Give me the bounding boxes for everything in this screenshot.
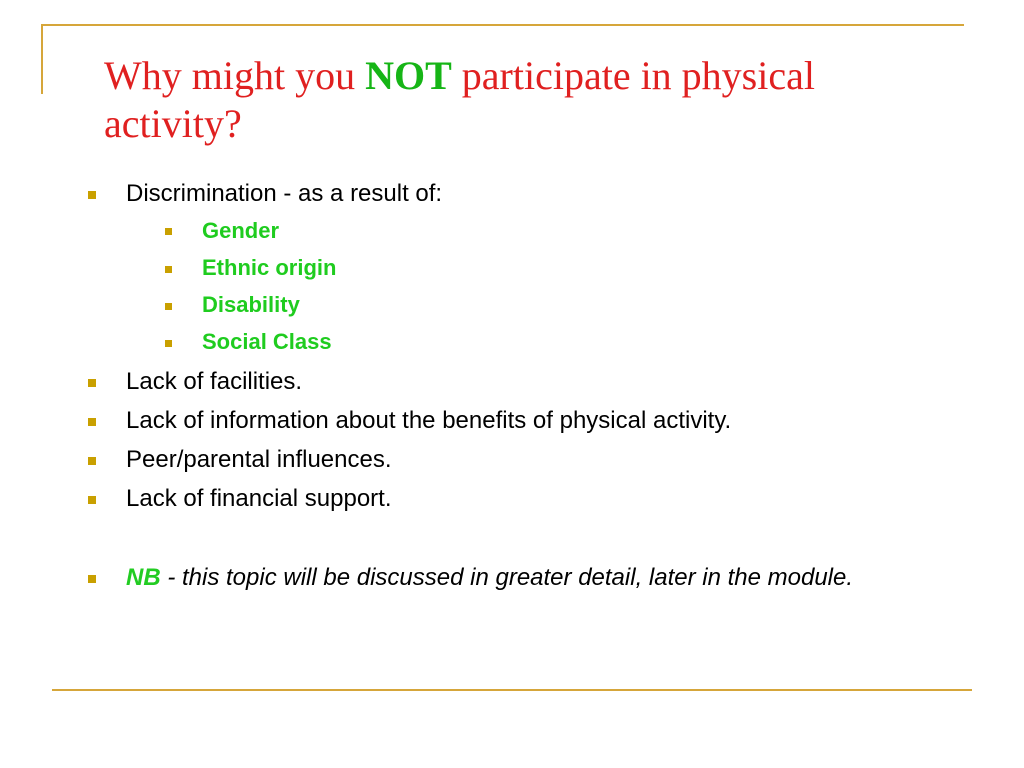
bullet-text: Lack of financial support.: [126, 485, 392, 512]
bullet-marker-icon: [88, 575, 96, 583]
bullet-marker-icon: [88, 496, 96, 504]
sub-bullet-text: Ethnic origin: [202, 255, 337, 280]
bullet-marker-icon: [165, 340, 172, 347]
sub-bullet-text: Gender: [202, 218, 280, 243]
bullet-text: Lack of facilities.: [126, 368, 303, 395]
title-part-2: participate in physical activity?: [104, 53, 815, 146]
bullet-marker-icon: [88, 191, 96, 199]
sub-bullet-text: Social Class: [202, 329, 332, 354]
bullet-marker-icon: [165, 228, 172, 235]
bullet-text: Peer/parental influences.: [126, 446, 392, 473]
title-emphasis: NOT: [365, 53, 452, 98]
title-part-1: Why might you: [104, 53, 366, 98]
note-label: NB: [126, 564, 161, 591]
bullet-text: Lack of information about the benefits of physical activity.: [126, 407, 732, 434]
bullet-marker-icon: [88, 418, 96, 426]
bullet-marker-icon: [165, 303, 172, 310]
note-text: [126, 564, 926, 592]
note-body: - this topic will be discussed in greater detail, later in the module.: [160, 564, 854, 591]
bullet-text: Discrimination - as a result of:: [126, 180, 443, 207]
bullet-marker-icon: [165, 266, 172, 273]
sub-bullet-text: Disability: [202, 292, 300, 317]
bullet-marker-icon: [88, 457, 96, 465]
bullet-marker-icon: [88, 379, 96, 387]
